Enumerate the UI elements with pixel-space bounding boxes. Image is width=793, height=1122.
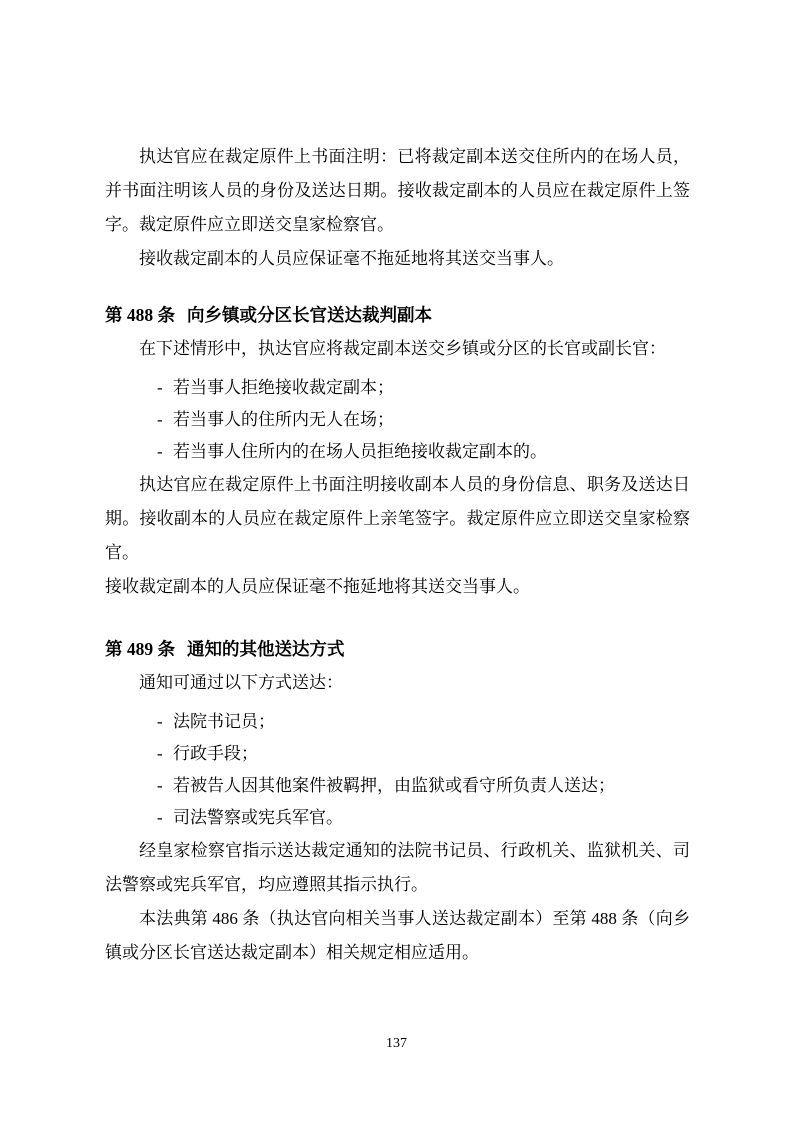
- bullet-text: 若当事人拒绝接收裁定副本；: [173, 378, 394, 397]
- content-area: [105, 140, 690, 970]
- bullet-marker: -: [157, 744, 163, 763]
- bullet-text: 行政手段；: [173, 744, 258, 763]
- article-489-number: 第 489 条: [105, 639, 175, 659]
- bullet-marker: -: [157, 776, 163, 795]
- list-item: [157, 802, 690, 834]
- list-item: [157, 738, 690, 770]
- bullet-text: 若被告人因其他案件被羁押，由监狱或看守所负责人送达；: [173, 776, 615, 795]
- article-489-bullet-list: [105, 706, 690, 834]
- article-488-heading: [105, 298, 690, 332]
- list-item: [157, 770, 690, 802]
- bullet-marker: -: [157, 378, 163, 397]
- bullet-text: 法院书记员；: [173, 712, 275, 731]
- intro-paragraph-1: 执达官应在裁定原件上书面注明：已将裁定副本送交住所内的在场人员，并书面注明该人员的身份及送达日期。接收裁定副本的人员应在裁定原件上签字。裁定原件应立即送交皇家检察官。: [105, 147, 690, 234]
- bullet-marker: -: [157, 712, 163, 731]
- article-488-bullet-list: [105, 372, 690, 468]
- list-item: [157, 706, 690, 738]
- article-489-paragraph-2: 本法典第 486 条（执达官向相关当事人送达裁定副本）至第 488 条（向乡镇或分区长官送达裁定副本）相关规定相应适用。: [105, 909, 690, 962]
- bullet-marker: -: [157, 410, 163, 429]
- bullet-marker: -: [157, 808, 163, 827]
- list-item: [157, 436, 690, 468]
- bullet-text: 司法警察或宪兵军官。: [173, 808, 343, 827]
- article-489-title: 通知的其他送达方式: [187, 639, 345, 659]
- list-item: [157, 404, 690, 436]
- article-489-paragraph-1: 经皇家检察官指示送达裁定通知的法院书记员、行政机关、监狱机关、司法警察或宪兵军官，均应遵照其指示执行。: [105, 841, 690, 894]
- article-488-paragraph-2: 接收裁定副本的人员应保证毫不拖延地将其送交当事人。: [105, 577, 530, 596]
- bullet-text: 若当事人的住所内无人在场；: [173, 410, 394, 429]
- bullet-marker: -: [157, 442, 163, 461]
- article-488-title: 向乡镇或分区长官送达裁判副本: [187, 305, 432, 325]
- article-488-lead: 在下述情形中，执达官应将裁定副本送交乡镇或分区的长官或副长官：: [139, 339, 666, 358]
- list-item: [157, 372, 690, 404]
- bullet-text: 若当事人住所内的在场人员拒绝接收裁定副本的。: [173, 442, 547, 461]
- article-488-paragraph-1: 执达官应在裁定原件上书面注明接收副本人员的身份信息、职务及送达日期。接收副本的人员应在裁定原件上亲笔签字。裁定原件应立即送交皇家检察官。: [105, 475, 690, 562]
- article-489-lead: 通知可通过以下方式送达：: [139, 673, 343, 692]
- article-489-heading: [105, 632, 690, 666]
- intro-paragraph-2: 接收裁定副本的人员应保证毫不拖延地将其送交当事人。: [139, 249, 564, 268]
- page-number: 137: [386, 1036, 407, 1051]
- article-488-number: 第 488 条: [105, 305, 175, 325]
